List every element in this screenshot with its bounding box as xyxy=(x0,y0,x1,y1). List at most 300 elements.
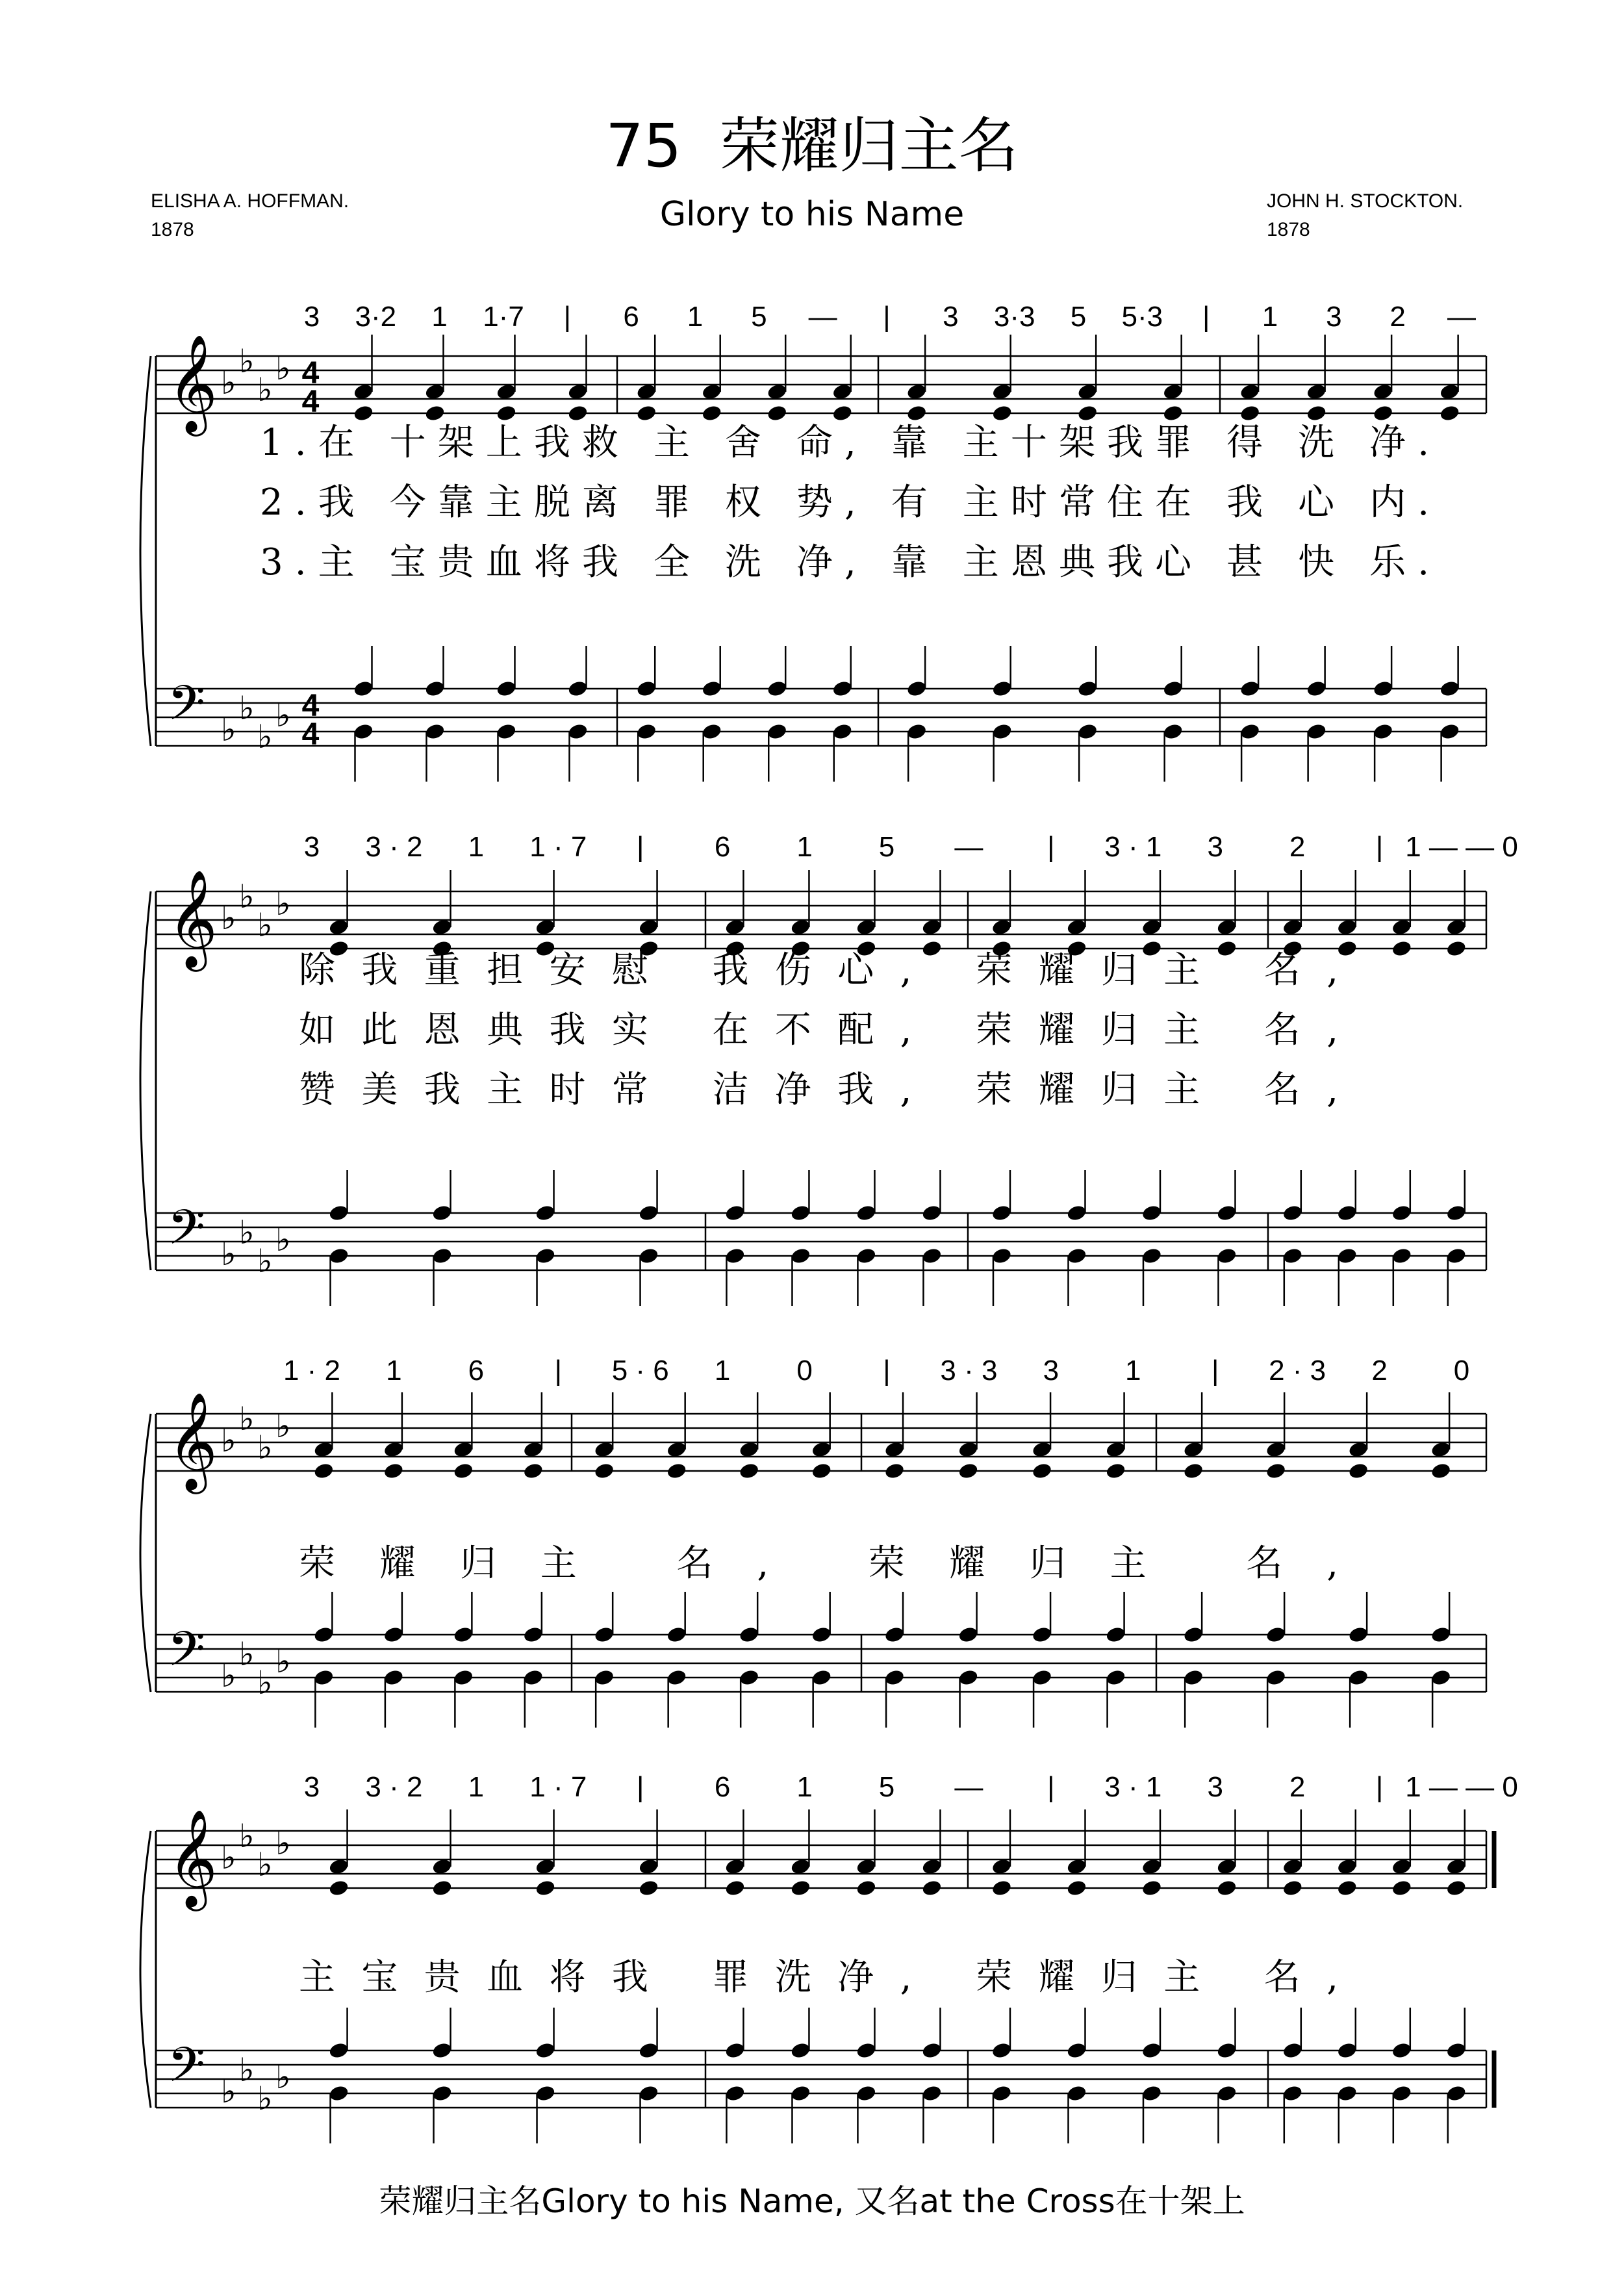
treble-clef-icon: 𝄞 xyxy=(168,1810,218,1905)
solfege-barline: | xyxy=(1202,301,1210,333)
note-head xyxy=(1445,1204,1467,1222)
note-head xyxy=(1239,404,1261,422)
note-head xyxy=(638,1247,659,1265)
lyric-line: 如此恩典我实 在不配, 荣耀归主 名, xyxy=(299,1009,1338,1051)
note-head xyxy=(1265,1626,1287,1644)
note-head xyxy=(1282,2041,1303,2060)
note-head xyxy=(906,722,928,741)
flat-icon: ♭ xyxy=(239,343,255,379)
note-head xyxy=(790,1247,811,1265)
note-head xyxy=(991,1204,1012,1222)
flat-icon: ♭ xyxy=(275,1221,291,1258)
note-head xyxy=(1105,1626,1126,1644)
hymn-title-en: Glory to his Name xyxy=(659,195,965,234)
note-head xyxy=(906,404,928,422)
solfege-barline: | xyxy=(1047,831,1055,863)
note-head xyxy=(856,1879,877,1897)
lyric-line: 2.我 今靠主脱离 罪 权 势, 有 主时常住在 我 心 内. xyxy=(260,481,1429,524)
treble-clef-icon: 𝄞 xyxy=(168,871,218,965)
note-head xyxy=(701,722,722,741)
note-head xyxy=(958,1462,979,1480)
note-head xyxy=(1373,404,1394,422)
solfege-note: 5 xyxy=(878,1771,895,1803)
note-head xyxy=(1141,2041,1162,2060)
note-head xyxy=(383,1462,404,1480)
note-head xyxy=(383,1668,404,1687)
note-head xyxy=(767,680,788,698)
note-head xyxy=(1216,2084,1237,2102)
note-head xyxy=(1105,1668,1126,1687)
note-head xyxy=(1077,680,1098,698)
lyric-line: 除我重担安慰 我伤心, 荣耀归主 名, xyxy=(299,949,1338,991)
note-head xyxy=(1216,1204,1237,1222)
flat-icon: ♭ xyxy=(221,711,236,748)
composer-name: JOHN H. STOCKTON. xyxy=(1267,190,1464,212)
solfege-barline: | xyxy=(563,301,572,333)
note-head xyxy=(991,404,1013,422)
note-head xyxy=(906,680,928,698)
solfege-note: 3 xyxy=(303,1771,320,1803)
note-head xyxy=(991,1879,1012,1897)
note-head xyxy=(921,2084,943,2102)
note-head xyxy=(790,2041,811,2060)
note-head xyxy=(353,680,374,698)
solfege-note: 1 xyxy=(714,1355,731,1386)
flat-icon: ♭ xyxy=(257,2080,273,2117)
lyric-line: 1.在 十架上我救 主 舍 命, 靠 主十架我罪 得 洗 净. xyxy=(260,422,1429,464)
flat-icon: ♭ xyxy=(239,1214,255,1251)
note-head xyxy=(1141,1879,1162,1897)
note-head xyxy=(991,722,1013,741)
note-head xyxy=(431,2084,453,2102)
flat-icon: ♭ xyxy=(239,878,255,915)
footer-caption: 荣耀归主名Glory to his Name, 又名at the Cross在十架上 xyxy=(379,2182,1245,2220)
note-head xyxy=(811,1668,832,1687)
note-head xyxy=(1445,1879,1467,1897)
time-signature-bottom: 4 xyxy=(301,717,320,752)
note-head xyxy=(1373,722,1394,741)
solfege-note: 3 · 1 xyxy=(1104,1771,1162,1803)
solfege-note: 2 xyxy=(1289,831,1306,863)
lyric-line: 赞美我主时常 洁净我, 荣耀归主 名, xyxy=(299,1069,1338,1111)
note-head xyxy=(1336,1204,1358,1222)
flat-icon: ♭ xyxy=(239,2052,255,2088)
solfege-note: 6 xyxy=(714,831,731,863)
note-head xyxy=(991,2084,1012,2102)
note-head xyxy=(353,722,374,741)
note-head xyxy=(958,1626,979,1644)
note-head xyxy=(1282,1247,1303,1265)
composer-year: 1878 xyxy=(1267,219,1310,240)
note-head xyxy=(831,722,853,741)
note-head xyxy=(724,2041,746,2060)
solfege-note: 3 · 2 xyxy=(365,1771,423,1803)
note-head xyxy=(328,2041,349,2060)
flat-icon: ♭ xyxy=(221,1657,236,1694)
note-head xyxy=(313,1668,335,1687)
note-head xyxy=(313,1462,335,1480)
note-head xyxy=(424,404,446,422)
note-head xyxy=(431,1879,453,1897)
system-brace xyxy=(140,356,151,746)
note-head xyxy=(767,722,788,741)
flat-icon: ♭ xyxy=(239,1401,255,1437)
solfege-note: 3 xyxy=(943,301,959,333)
note-head xyxy=(453,1668,474,1687)
flat-icon: ♭ xyxy=(221,2073,236,2110)
solfege-note: 2 · 3 xyxy=(1269,1355,1326,1386)
flat-icon: ♭ xyxy=(257,719,273,755)
note-head xyxy=(1265,1462,1287,1480)
bass-clef-icon: 𝄢 xyxy=(168,2039,205,2104)
note-head xyxy=(724,1204,746,1222)
note-head xyxy=(1348,1668,1369,1687)
note-head xyxy=(856,2041,877,2060)
solfege-barline: | xyxy=(554,1355,563,1386)
note-head xyxy=(567,680,589,698)
note-head xyxy=(1031,1462,1052,1480)
flat-icon: ♭ xyxy=(275,697,291,734)
note-head xyxy=(453,1626,474,1644)
note-head xyxy=(739,1668,760,1687)
flat-icon: ♭ xyxy=(257,1429,273,1466)
note-head xyxy=(991,1247,1012,1265)
note-head xyxy=(1077,722,1098,741)
note-head xyxy=(431,2041,453,2060)
note-head xyxy=(1439,680,1460,698)
note-head xyxy=(1391,2041,1412,2060)
note-head xyxy=(567,722,589,741)
solfege-note: 2 xyxy=(1389,301,1406,333)
note-head xyxy=(1066,1879,1087,1897)
flat-icon: ♭ xyxy=(257,1243,273,1279)
note-head xyxy=(790,2084,811,2102)
flat-icon: ♭ xyxy=(221,364,236,401)
note-head xyxy=(1391,1247,1412,1265)
flat-icon: ♭ xyxy=(257,907,273,943)
solfege-note: 6 xyxy=(714,1771,731,1803)
solfege-note: 2 xyxy=(1289,1771,1306,1803)
note-head xyxy=(831,404,853,422)
solfege-note: 5 · 6 xyxy=(611,1355,669,1386)
solfege-note: 1 xyxy=(431,301,448,333)
flat-icon: ♭ xyxy=(221,1236,236,1272)
note-head xyxy=(1141,2084,1162,2102)
note-head xyxy=(535,1204,556,1222)
solfege-note: 3 xyxy=(1207,1771,1223,1803)
note-head xyxy=(1031,1668,1052,1687)
solfege-note: 1 · 7 xyxy=(529,831,587,863)
note-head xyxy=(638,2041,659,2060)
solfege-note: — xyxy=(808,301,837,333)
note-head xyxy=(1439,722,1460,741)
flat-icon: ♭ xyxy=(257,1665,273,1701)
note-head xyxy=(496,404,517,422)
note-head xyxy=(1445,2041,1467,2060)
note-head xyxy=(883,1668,905,1687)
note-head xyxy=(1430,1626,1452,1644)
note-head xyxy=(313,1626,335,1644)
note-head xyxy=(535,1879,556,1897)
note-head xyxy=(1265,1668,1287,1687)
note-head xyxy=(958,1668,979,1687)
solfege-note: 6 xyxy=(623,301,639,333)
flat-icon: ♭ xyxy=(275,1643,291,1680)
note-head xyxy=(883,1626,905,1644)
note-head xyxy=(1336,2084,1358,2102)
solfege-note: 1 xyxy=(468,1771,485,1803)
flat-icon: ♭ xyxy=(275,1825,291,1861)
system-brace xyxy=(140,1831,151,2108)
solfege-note: 3 · 3 xyxy=(940,1355,998,1386)
solfege-barline: | xyxy=(1375,1771,1384,1803)
note-head xyxy=(535,1247,556,1265)
note-head xyxy=(790,1204,811,1222)
solfege-note: 5 xyxy=(751,301,767,333)
lyricist-year: 1878 xyxy=(151,219,194,240)
note-head xyxy=(638,1879,659,1897)
note-head xyxy=(1239,722,1261,741)
note-head xyxy=(1348,1462,1369,1480)
note-head xyxy=(1183,1626,1204,1644)
solfege-note: 1 — — 0 xyxy=(1405,1771,1518,1803)
bass-clef-icon: 𝄢 xyxy=(168,1201,205,1266)
note-head xyxy=(636,722,657,741)
note-head xyxy=(1391,1204,1412,1222)
solfege-note: 3 xyxy=(1326,301,1342,333)
note-head xyxy=(767,404,788,422)
note-head xyxy=(921,1879,943,1897)
hymn-title-cn: 荣耀归主名 xyxy=(719,111,1019,181)
note-head xyxy=(701,404,722,422)
time-signature-top: 4 xyxy=(301,689,320,723)
solfege-note: 3·3 xyxy=(993,301,1035,333)
note-head xyxy=(1141,1204,1162,1222)
solfege-note: 1 xyxy=(796,831,813,863)
note-head xyxy=(1162,722,1184,741)
solfege-note: 1 · 2 xyxy=(283,1355,341,1386)
solfege-note: 3 · 2 xyxy=(365,831,423,863)
system-brace xyxy=(140,891,151,1270)
note-head xyxy=(431,1247,453,1265)
note-head xyxy=(424,680,446,698)
lyric-line: 荣耀归主 名, 荣耀归主 名, xyxy=(299,1542,1339,1585)
solfege-note: — xyxy=(954,1771,983,1803)
solfege-note: 5 xyxy=(878,831,895,863)
note-head xyxy=(666,1462,687,1480)
note-head xyxy=(991,680,1013,698)
note-head xyxy=(453,1462,474,1480)
note-head xyxy=(383,1626,404,1644)
note-head xyxy=(1306,722,1327,741)
note-head xyxy=(1348,1626,1369,1644)
solfege-barline: | xyxy=(883,301,891,333)
note-head xyxy=(724,1879,746,1897)
note-head xyxy=(567,404,589,422)
solfege-barline: | xyxy=(1211,1355,1219,1386)
note-head xyxy=(1430,1668,1452,1687)
note-head xyxy=(1391,2084,1412,2102)
solfege-note: 1 xyxy=(687,301,704,333)
solfege-note: 5·3 xyxy=(1121,301,1163,333)
note-head xyxy=(522,1462,544,1480)
note-head xyxy=(636,680,657,698)
solfege-note: 3 xyxy=(1043,1355,1059,1386)
note-head xyxy=(1216,1247,1237,1265)
bass-clef-icon: 𝄢 xyxy=(168,677,205,742)
solfege-note: 2 xyxy=(1371,1355,1388,1386)
solfege-note: 3·2 xyxy=(355,301,397,333)
note-head xyxy=(594,1668,615,1687)
note-head xyxy=(1430,1462,1452,1480)
solfege-note: — xyxy=(954,831,983,863)
note-head xyxy=(1391,939,1412,958)
note-head xyxy=(1066,1247,1087,1265)
note-head xyxy=(1445,1247,1467,1265)
note-head xyxy=(638,1204,659,1222)
note-head xyxy=(353,404,374,422)
note-head xyxy=(328,1879,349,1897)
note-head xyxy=(1216,1879,1237,1897)
note-head xyxy=(1306,404,1327,422)
flat-icon: ♭ xyxy=(257,1846,273,1883)
note-head xyxy=(328,1204,349,1222)
note-head xyxy=(921,2041,943,2060)
note-head xyxy=(1162,680,1184,698)
note-head xyxy=(522,1668,544,1687)
note-head xyxy=(1183,1668,1204,1687)
flat-icon: ♭ xyxy=(275,350,291,387)
system-brace xyxy=(140,1414,151,1692)
flat-icon: ♭ xyxy=(275,1408,291,1444)
note-head xyxy=(666,1626,687,1644)
flat-icon: ♭ xyxy=(239,690,255,726)
bass-clef-icon: 𝄢 xyxy=(168,1623,205,1688)
time-signature-bottom: 4 xyxy=(301,385,320,419)
note-head xyxy=(496,722,517,741)
treble-clef-icon: 𝄞 xyxy=(168,335,218,430)
solfege-barline: | xyxy=(636,1771,644,1803)
solfege-barline: | xyxy=(1047,1771,1055,1803)
note-head xyxy=(1077,404,1098,422)
note-head xyxy=(522,1626,544,1644)
solfege-note: 1 xyxy=(1262,301,1278,333)
time-signature-top: 4 xyxy=(301,356,320,390)
solfege-note: 0 xyxy=(796,1355,813,1386)
note-head xyxy=(328,1247,349,1265)
solfege-barline: | xyxy=(1375,831,1384,863)
solfege-note: 1 xyxy=(468,831,485,863)
note-head xyxy=(1183,1462,1204,1480)
solfege-note: 6 xyxy=(468,1355,485,1386)
flat-icon: ♭ xyxy=(221,1422,236,1459)
note-head xyxy=(1141,939,1162,958)
solfege-note: 1 — — 0 xyxy=(1405,831,1518,863)
solfege-barline: | xyxy=(636,831,644,863)
note-head xyxy=(739,1626,760,1644)
solfege-note: 5 xyxy=(1070,301,1087,333)
solfege-note: 0 xyxy=(1453,1355,1470,1386)
solfege-note: 1 · 7 xyxy=(529,1771,587,1803)
solfege-note: — xyxy=(1447,301,1476,333)
note-head xyxy=(1066,1204,1087,1222)
note-head xyxy=(1066,2041,1087,2060)
note-head xyxy=(739,1462,760,1480)
note-head xyxy=(636,404,657,422)
note-head xyxy=(921,1247,943,1265)
lyric-line: 主宝贵血将我 罪洗净, 荣耀归主 名, xyxy=(299,1956,1338,1999)
solfege-note: 3 xyxy=(1207,831,1223,863)
note-head xyxy=(701,680,722,698)
note-head xyxy=(831,680,853,698)
note-head xyxy=(535,2084,556,2102)
note-head xyxy=(1066,2084,1087,2102)
note-head xyxy=(790,1879,811,1897)
flat-icon: ♭ xyxy=(239,1818,255,1854)
flat-icon: ♭ xyxy=(221,1839,236,1876)
note-head xyxy=(724,1247,746,1265)
note-head xyxy=(328,2084,349,2102)
note-head xyxy=(1141,1247,1162,1265)
note-head xyxy=(1282,1204,1303,1222)
flat-icon: ♭ xyxy=(257,372,273,408)
note-head xyxy=(811,1462,832,1480)
solfege-note: 3 · 1 xyxy=(1104,831,1162,863)
solfege-note: 1 xyxy=(1125,1355,1141,1386)
note-head xyxy=(1031,1626,1052,1644)
note-head xyxy=(594,1462,615,1480)
note-head xyxy=(594,1626,615,1644)
note-head xyxy=(1336,1879,1358,1897)
note-head xyxy=(638,2084,659,2102)
treble-clef-icon: 𝄞 xyxy=(168,1393,218,1488)
note-head xyxy=(1336,1247,1358,1265)
note-head xyxy=(1306,680,1327,698)
note-head xyxy=(1373,680,1394,698)
note-head xyxy=(856,1247,877,1265)
note-head xyxy=(1445,939,1467,958)
flat-icon: ♭ xyxy=(239,1636,255,1672)
note-head xyxy=(1105,1462,1126,1480)
note-head xyxy=(424,722,446,741)
note-head xyxy=(1162,404,1184,422)
flat-icon: ♭ xyxy=(275,2059,291,2095)
note-head xyxy=(431,1204,453,1222)
solfege-note: 1 xyxy=(796,1771,813,1803)
flat-icon: ♭ xyxy=(275,886,291,922)
lyric-line: 3.主 宝贵血将我 全 洗 净, 靠 主恩典我心 甚 快 乐. xyxy=(260,541,1429,583)
flat-icon: ♭ xyxy=(221,900,236,936)
note-head xyxy=(1239,680,1261,698)
solfege-note: 3 xyxy=(303,301,320,333)
solfege-note: 1 xyxy=(386,1355,402,1386)
note-head xyxy=(535,2041,556,2060)
note-head xyxy=(1216,2041,1237,2060)
note-head xyxy=(1336,939,1358,958)
note-head xyxy=(666,1668,687,1687)
note-head xyxy=(811,1626,832,1644)
solfege-barline: | xyxy=(883,1355,891,1386)
note-head xyxy=(856,2084,877,2102)
note-head xyxy=(883,1462,905,1480)
note-head xyxy=(1336,2041,1358,2060)
note-head xyxy=(496,680,517,698)
note-head xyxy=(856,1204,877,1222)
lyricist-name: ELISHA A. HOFFMAN. xyxy=(151,190,349,212)
note-head xyxy=(1439,404,1460,422)
note-head xyxy=(991,2041,1012,2060)
solfege-note: 3 xyxy=(303,831,320,863)
